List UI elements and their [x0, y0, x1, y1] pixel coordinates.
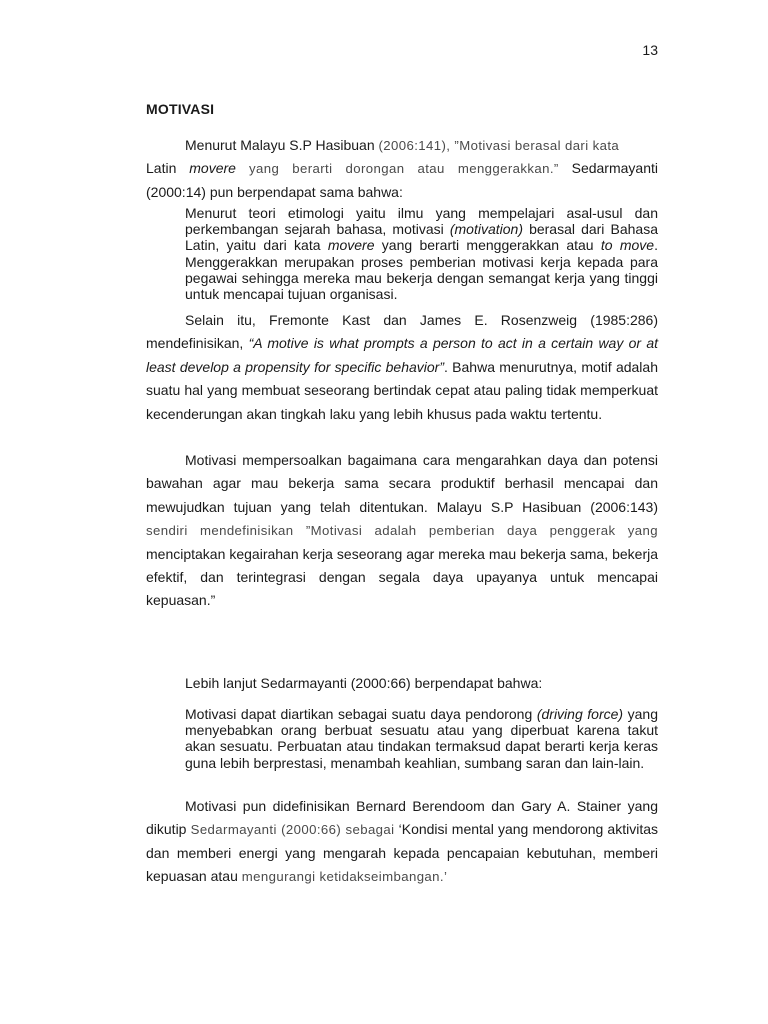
text-run: ‘Kondisi mental yang mendorong aktivitas dan memberi energi yang mengarah kepada pencapaian kebutuhan, memberi kepuasan atau [146, 821, 659, 885]
paragraph-sedarmayanti-intro: Lebih lanjut Sedarmayanti (2000:66) berpendapat bahwa: [185, 675, 543, 691]
text-run: yang berarti menggerakkan atau [374, 237, 601, 254]
italic-term: movere [189, 160, 236, 177]
section-heading: MOTIVASI [146, 101, 215, 117]
text-run-light: sendiri mendefinisikan ”Motivasi adalah pemberian daya penggerak yang [146, 523, 658, 539]
text-run: yang menyebabkan orang berbuat sesuatu atau yang diperbuat karena takut akan sesuatu. Perbuatan atau tindakan termaksud dapat berarti kerja keras guna lebih berprestasi, menambah keahlian, sumbang saran dan lain-lain. [185, 706, 658, 771]
text-run-light: (2006:141), ”Motivasi berasal dari kata [378, 138, 620, 153]
paragraph-motivasi-mempersoalkan [146, 449, 658, 613]
text-run: Motivasi dapat diartikan sebagai suatu daya pendorong [185, 706, 537, 722]
text-run: Motivasi pun didefinisikan Bernard Berendoom dan Gary A. Stainer yang dikutip [146, 798, 658, 838]
italic-term: (driving force) [536, 706, 624, 722]
text-run-light: mengurangi ketidakseimbangan.’ [241, 869, 448, 885]
text-run: Motivasi mempersoalkan bagaimana cara mengarahkan daya dan potensi bawahan agar mau bekerja sama secara produktif berhasil mencapai dan mewujudkan tujuan yang telah ditentukan. Malayu S.P Hasibuan (2006:143) [146, 452, 658, 515]
paragraph-hasibuan-definition [146, 134, 658, 204]
italic-term: to move [600, 237, 655, 254]
text-run-light: yang berarti dorongan atau menggerakkan.” [235, 161, 559, 177]
block-quote-driving-force [185, 706, 658, 771]
text-run: Menurut Malayu S.P Hasibuan [185, 137, 379, 153]
italic-quote: “A motive is what prompts a person to act in a certain way or at least develop a propensity for specific behavior” [146, 335, 659, 375]
italic-term: (motivation) [449, 221, 523, 238]
text-run-light: Sedarmayanti (2000:66) sebagai [190, 822, 395, 838]
paragraph-kast-rosenzweig [146, 309, 658, 426]
text-run: Selain itu, Fremonte Kast dan James E. Rosenzweig (1985:286) mendefinisikan, [146, 312, 658, 352]
text-run: . Menggerakkan merupakan proses pemberian motivasi kerja kepada para pegawai sehingga mereka mau bekerja dengan semangat kerja yang tinggi untuk mencapai tujuan organisasi. [185, 237, 658, 303]
italic-term: movere [327, 237, 375, 254]
text-run: menciptakan kegairahan kerja seseorang agar mereka mau bekerja sama, bekerja efektif, dan terintegrasi dengan segala daya upayanya untuk mencapai kepuasan.” [146, 545, 658, 609]
block-quote-etimologi [185, 205, 658, 302]
text-run: . Bahwa menurutnya, motif adalah suatu hal yang membuat seseorang bertindak cepat atau paling tidak memperkuat kecenderungan akan tingkah laku yang lebih khusus pada waktu tertentu. [146, 358, 658, 422]
paragraph-berendoom-stainer [146, 795, 658, 889]
text-run: Sedarmayanti (2000:14) pun berpendapat sama bahwa: [146, 160, 658, 200]
text-run: Latin [146, 160, 190, 177]
text-run: Menurut teori etimologi yaitu ilmu yang mempelajari asal-usul dan perkembangan sejarah bahasa, motivasi [185, 205, 658, 238]
text-run: berasal dari Bahasa Latin, yaitu dari kata [185, 221, 658, 254]
page-number: 13 [642, 42, 658, 58]
